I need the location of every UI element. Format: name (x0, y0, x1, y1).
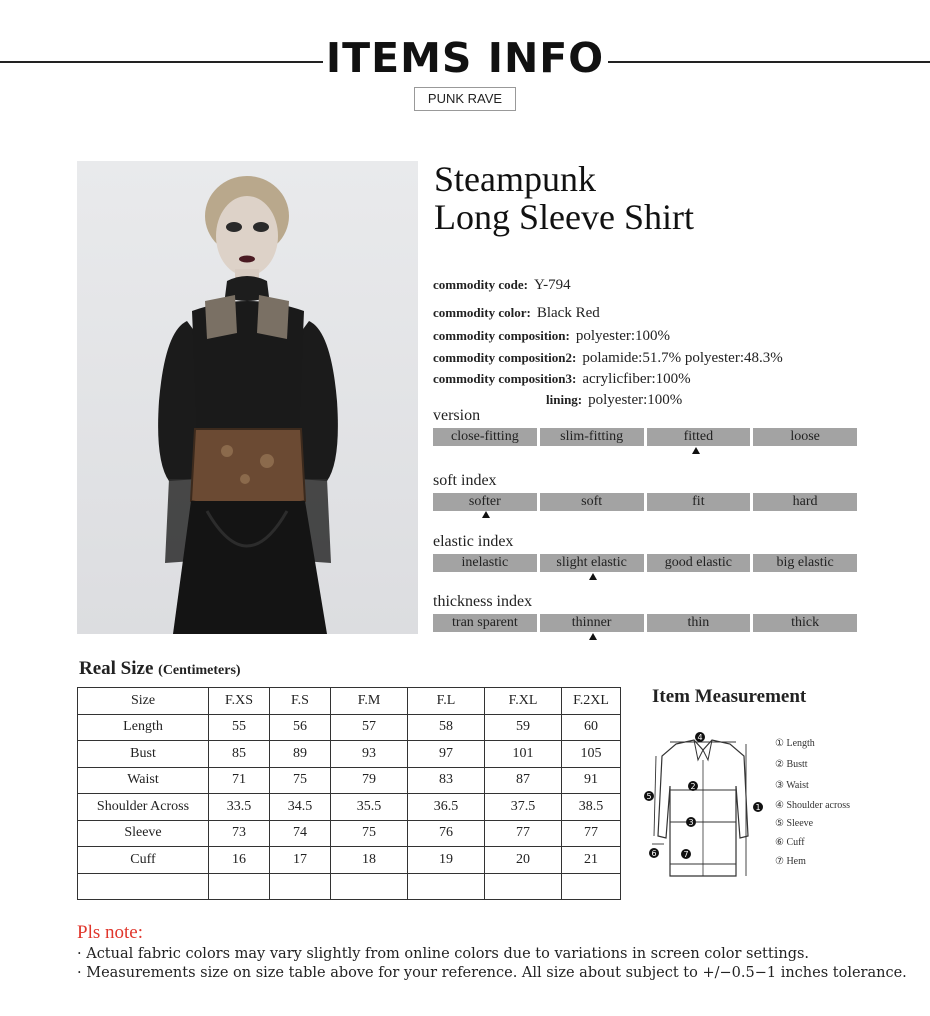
table-cell: 79 (331, 767, 408, 794)
table-cell: 77 (562, 820, 621, 847)
table-cell (562, 873, 621, 900)
table-cell: 58 (408, 714, 485, 741)
version-scale (433, 428, 857, 446)
table-cell: 35.5 (331, 794, 408, 821)
table-cell: 71 (209, 767, 270, 794)
table-cell (485, 873, 562, 900)
thickness-index-option: thin (647, 614, 751, 632)
thickness-index-option: thick (753, 614, 857, 632)
marker-7-label: 7 (683, 850, 689, 859)
elastic-index-marker (589, 573, 597, 580)
marker-2-label: 2 (690, 782, 696, 791)
spec-composition3 (433, 371, 691, 388)
sleeve-arrow (654, 756, 656, 836)
note-line: · Measurements size on size table above for your reference. All size about subject to +/−0.5−1 inches tolerance. (77, 965, 907, 981)
real-size-unit: (Centimeters) (158, 663, 241, 678)
spec-key: lining: (546, 392, 583, 407)
spec-key: commodity composition2: (433, 350, 577, 365)
thickness-index-option: tran sparent (433, 614, 537, 632)
table-cell: 36.5 (408, 794, 485, 821)
table-cell: 73 (209, 820, 270, 847)
real-size-title (79, 658, 241, 680)
table-cell: 18 (331, 847, 408, 874)
table-cell: 34.5 (270, 794, 331, 821)
version-option: loose (753, 428, 857, 446)
spec-composition (433, 328, 670, 345)
marker-3-label: 3 (688, 818, 694, 827)
table-cell (209, 873, 270, 900)
soft-index-option: hard (753, 493, 857, 511)
legend-bust: ② Bustt (775, 759, 808, 770)
header-cell: F.S (270, 688, 331, 715)
marker-1-label: 1 (755, 803, 761, 812)
elastic-index-option: inelastic (433, 554, 537, 572)
soft-index-option: fit (647, 493, 751, 511)
elastic-index-scale (433, 554, 857, 572)
legend-shoulder: ④ Shoulder across (775, 800, 851, 811)
row-label: Bust (78, 741, 209, 768)
table-cell: 93 (331, 741, 408, 768)
row-label: Sleeve (78, 820, 209, 847)
spec-key: commodity code: (433, 277, 528, 292)
version-option: slim-fitting (540, 428, 644, 446)
table-row (78, 847, 621, 874)
soft-index-scale (433, 493, 857, 511)
table-cell: 105 (562, 741, 621, 768)
row-label: Cuff (78, 847, 209, 874)
note-title: Pls note: (77, 922, 143, 943)
header-cell: Size (78, 688, 209, 715)
soft-index-title: soft index (433, 472, 497, 489)
table-cell: 33.5 (209, 794, 270, 821)
header-cell: F.XS (209, 688, 270, 715)
spec-value: Y-794 (533, 277, 571, 293)
soft-index-option: softer (433, 493, 537, 511)
product-photo (77, 161, 418, 634)
garment-diagram (636, 726, 770, 884)
table-cell: 55 (209, 714, 270, 741)
page-title: ITEMS INFO (325, 34, 605, 82)
table-row (78, 794, 621, 821)
spec-composition2 (433, 350, 783, 367)
spec-value: polyester:100% (588, 392, 683, 408)
table-cell: 74 (270, 820, 331, 847)
header-cell: F.2XL (562, 688, 621, 715)
table-cell: 21 (562, 847, 621, 874)
spec-key: commodity color: (433, 305, 531, 320)
spec-value: acrylicfiber:100% (582, 371, 691, 387)
table-cell: 89 (270, 741, 331, 768)
table-cell: 60 (562, 714, 621, 741)
elastic-index-option: big elastic (753, 554, 857, 572)
table-cell: 77 (485, 820, 562, 847)
table-cell: 56 (270, 714, 331, 741)
size-table (77, 687, 621, 900)
legend-length: ① Length (775, 738, 815, 749)
thickness-index-scale (433, 614, 857, 632)
note-line: · Actual fabric colors may vary slightly from online colors due to variations in screen color settings. (77, 946, 810, 962)
spec-value: polamide:51.7% polyester:48.3% (582, 350, 783, 366)
header-cell: F.XL (485, 688, 562, 715)
spec-code (433, 277, 571, 294)
table-cell: 76 (408, 820, 485, 847)
spec-key: commodity composition3: (433, 371, 577, 386)
table-cell: 37.5 (485, 794, 562, 821)
product-title-line1: Steampunk (434, 159, 596, 199)
brand-label: PUNK RAVE (414, 87, 516, 111)
table-cell: 17 (270, 847, 331, 874)
legend-sleeve: ⑤ Sleeve (775, 818, 814, 829)
table-row (78, 820, 621, 847)
table-cell: 38.5 (562, 794, 621, 821)
header-cell: F.L (408, 688, 485, 715)
version-option: fitted (647, 428, 751, 446)
legend-waist: ③ Waist (775, 780, 809, 791)
version-option: close-fitting (433, 428, 537, 446)
spec-lining (546, 392, 682, 409)
product-title-line2: Long Sleeve Shirt (434, 197, 694, 237)
table-cell: 83 (408, 767, 485, 794)
table-cell: 85 (209, 741, 270, 768)
product-title (434, 160, 694, 236)
table-cell: 91 (562, 767, 621, 794)
table-cell: 97 (408, 741, 485, 768)
marker-5-label: 5 (646, 792, 652, 801)
marker-4-label: 4 (697, 733, 703, 742)
version-marker (692, 447, 700, 454)
table-row (78, 741, 621, 768)
version-title: version (433, 407, 481, 424)
spec-value: Black Red (536, 305, 600, 321)
real-size-label: Real Size (79, 658, 154, 679)
header-cell: F.M (331, 688, 408, 715)
elastic-index-option: slight elastic (540, 554, 644, 572)
table-cell: 20 (485, 847, 562, 874)
row-label (78, 873, 209, 900)
table-cell: 75 (331, 820, 408, 847)
table-cell: 101 (485, 741, 562, 768)
item-measurement-title: Item Measurement (652, 686, 807, 707)
thickness-index-option: thinner (540, 614, 644, 632)
table-cell (270, 873, 331, 900)
soft-index-option: soft (540, 493, 644, 511)
table-cell: 16 (209, 847, 270, 874)
elastic-index-option: good elastic (647, 554, 751, 572)
table-row (78, 767, 621, 794)
table-cell: 19 (408, 847, 485, 874)
legend-hem: ⑦ Hem (775, 856, 806, 867)
table-header-row (78, 688, 621, 715)
legend-cuff: ⑥ Cuff (775, 837, 805, 848)
row-label: Shoulder Across (78, 794, 209, 821)
thickness-index-marker (589, 633, 597, 640)
row-label: Waist (78, 767, 209, 794)
marker-6-label: 6 (651, 849, 657, 858)
table-cell: 87 (485, 767, 562, 794)
table-row (78, 714, 621, 741)
soft-index-marker (482, 511, 490, 518)
table-cell: 75 (270, 767, 331, 794)
spec-color (433, 305, 600, 322)
row-label: Length (78, 714, 209, 741)
spec-key: commodity composition: (433, 328, 570, 343)
elastic-index-title: elastic index (433, 533, 514, 550)
table-cell: 59 (485, 714, 562, 741)
spec-value: polyester:100% (575, 328, 671, 344)
table-cell (408, 873, 485, 900)
table-cell (331, 873, 408, 900)
thickness-index-title: thickness index (433, 593, 533, 610)
table-cell: 57 (331, 714, 408, 741)
table-row-empty (78, 873, 621, 900)
